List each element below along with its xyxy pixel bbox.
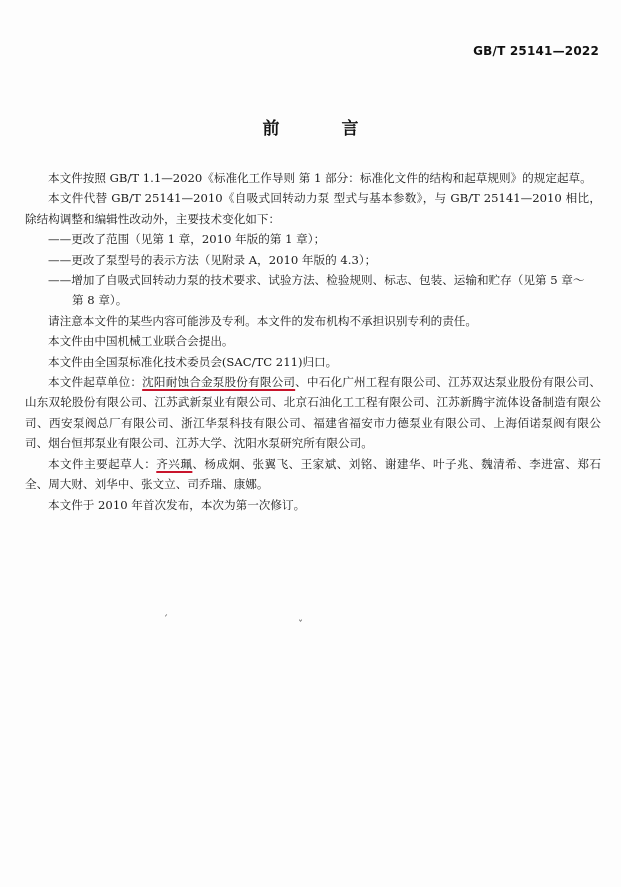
scan-speck: ˊ (163, 615, 168, 626)
standard-id: GB/T 25141—2022 (473, 44, 599, 58)
change-item-2: ——更改了泵型号的表示方法（见附录 A，2010 年版的 4.3）； (48, 252, 377, 267)
paragraph-patent-notice: 请注意本文件的某些内容可能涉及专利。本文件的发布机构不承担识别专利的责任。 (48, 313, 477, 328)
change-item-3-continued: 第 8 章）。 (72, 293, 128, 308)
drafters-label: 本文件主要起草人： (48, 456, 157, 471)
paragraph-drafters (25, 454, 601, 495)
scan-speck: ˇ (298, 620, 303, 631)
paragraph-drafting-rules: 本文件按照 GB/T 1.1—2020《标准化工作导则 第 1 部分：标准化文件的结构和起草规则》的规定起草。 (48, 171, 592, 185)
paragraph-revision-history: 本文件于 2010 年首次发布，本次为第一次修订。 (48, 497, 306, 512)
paragraph-under-jurisdiction: 本文件由全国泵标准化技术委员会(SAC/TC 211)归口。 (48, 354, 338, 369)
paragraph-replaces: 本文件代替 GB/T 25141—2010《自吸式回转动力泵 型式与基本参数》，与 GB/T 25141—2010 相比，除结构调整和编辑性改动外，主要技术变化如下： (25, 191, 601, 226)
highlighted-drafter: 齐兴珮 (156, 456, 193, 471)
drafting-units-list: 、中石化广州工程有限公司、江苏双达泵业股份有限公司、山东双轮股份有限公司、江苏武新泵业有限公司、北京石油化工工程有限公司、江苏新腾宇流体设备制造有限公司、西安泵阀总厂有限公司、浙江华泵科技有限公司、福建省福安市力德泵业有限公司、上海佰诺泵阀有限公司、烟台恒邦泵业有限公司、江苏大学、沈阳水泵研究所有限公司。 (25, 375, 601, 451)
drafters-list: 、杨成炯、张翼飞、王家斌、刘铭、谢建华、叶子兆、魏清希、李进富、郑石全、周大财、刘华中、张文立、司乔瑞、康娜。 (25, 456, 601, 492)
paragraph-proposed-by: 本文件由中国机械工业联合会提出。 (48, 334, 234, 349)
drafting-units-label: 本文件起草单位： (48, 375, 143, 390)
change-item-3: ——增加了自吸式回转动力泵的技术要求、试验方法、检验规则、标志、包装、运输和贮存（见第 5 章～ (48, 273, 585, 288)
highlighted-unit: 沈阳耐蚀合金泵股份有限公司 (142, 375, 296, 390)
paragraph-drafting-units (25, 372, 601, 454)
change-item-1: ——更改了范围（见第 1 章，2010 年版的第 1 章）； (48, 232, 326, 247)
preface-body (25, 168, 601, 515)
page-title: 前 言 (262, 119, 387, 139)
